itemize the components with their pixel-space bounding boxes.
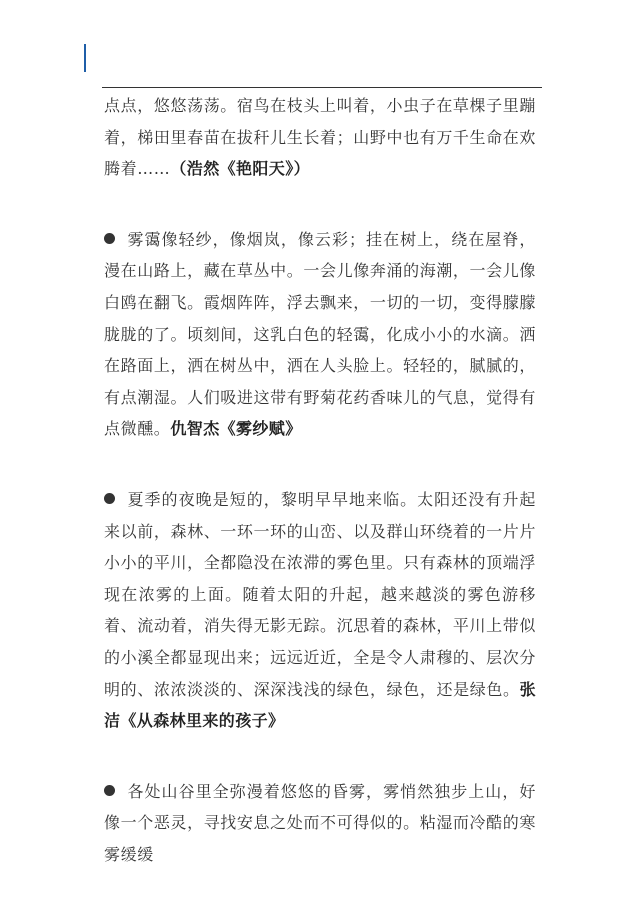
bullet-icon <box>104 785 115 796</box>
paragraph-valley-mist <box>104 776 536 871</box>
bullet-icon <box>104 493 115 504</box>
document-body <box>104 90 536 870</box>
paragraph-source: 张洁《从森林里来的孩子》 <box>104 679 536 731</box>
paragraph-source: 仇智杰《雾纱赋》 <box>170 419 302 439</box>
paragraph-text: 夏季的夜晚是短的，黎明早早地来临。太阳还没有升起来以前，森林、一环一环的山峦、以及群山环绕着的一片片小小的平川，全都隐没在浓滞的雾色里。只有森林的顶端浮现在浓雾的上面。随着太阳的升起，越来越淡的雾色游移着、流动着，消失得无影无踪。沉思着的森林，平川上带似的小溪全都显现出来；远远近近，全是令人肃穆的、层次分明的、浓浓淡淡的、深深浅浅的绿色，绿色，还是绿色。 <box>104 489 536 699</box>
header-accent-bar <box>84 44 86 72</box>
paragraph-text: 点点，悠悠荡荡。宿鸟在枝头上叫着，小虫子在草棵子里蹦着，梯田里春苗在拔秆儿生长着；山野中也有万千生命在欢腾着…… <box>104 96 536 179</box>
paragraph-continued <box>104 90 536 185</box>
bullet-icon <box>104 233 115 244</box>
paragraph-text: 雾霭像轻纱，像烟岚，像云彩；挂在树上，绕在屋脊，漫在山路上，藏在草丛中。一会儿像奔涌的海潮，一会儿像白鸥在翻飞。霞烟阵阵，浮去飘来，一切的一切，变得朦朦胧胧的了。顷刻间，这乳白色的轻霭，化成小小的水滴。洒在路面上，洒在树丛中，洒在人头脸上。轻轻的，腻腻的，有点潮湿。人们吸进这带有野菊花药香味儿的气息，觉得有点微醺。 <box>104 229 536 439</box>
paragraph-summer-dawn <box>104 484 536 737</box>
paragraph-fog-gauze <box>104 224 536 445</box>
paragraph-text: 各处山谷里全弥漫着悠悠的昏雾，雾悄然独步上山，好像一个恶灵，寻找安息之处而不可得似的。粘湿而冷酷的寒雾缓缓 <box>104 781 536 864</box>
header-divider <box>102 87 542 88</box>
paragraph-source: （浩然《艳阳天》） <box>170 159 311 179</box>
